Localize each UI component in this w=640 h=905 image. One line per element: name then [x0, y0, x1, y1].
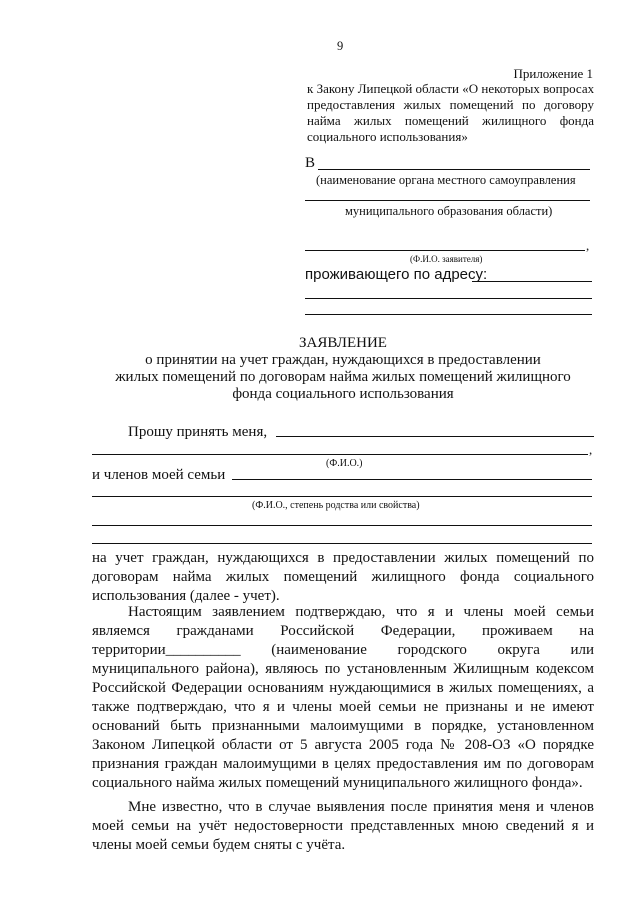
address-line-1	[472, 281, 592, 282]
family-label: и членов моей семьи	[92, 467, 226, 483]
to-prefix: В	[305, 155, 316, 171]
address-line-2	[305, 298, 592, 299]
annex-title: Приложение 1	[513, 66, 593, 81]
document-subtitle: жилых помещений по договорам найма жилых помещений жилищного	[115, 369, 571, 385]
applicant-name-line	[305, 250, 585, 251]
body-line: Мне известно, что в случае выявления после принятия меня и членов	[128, 799, 594, 815]
comma: ,	[589, 442, 593, 457]
body-line: являемся гражданами Российской Федерации, проживаем на	[92, 623, 594, 639]
family-line-2	[92, 496, 592, 497]
body-line: члены моей семьи будем сняты с учёта.	[92, 837, 346, 853]
document-subtitle: фонда социального использования	[232, 386, 454, 402]
org-caption: (наименование органа местного самоуправления	[316, 173, 576, 187]
fio-caption: (Ф.И.О.)	[326, 458, 363, 469]
page-number: 9	[337, 39, 344, 53]
document-title: ЗАЯВЛЕНИЕ	[299, 335, 387, 351]
body-line: Настоящим заявлением подтверждаю, что я и члены моей семьи	[128, 604, 594, 620]
body-line: признания граждан малоимущими в целях предоставления им по договорам	[92, 756, 594, 772]
request-label: Прошу принять меня,	[128, 424, 268, 440]
family-line-1	[232, 479, 592, 480]
municipality-caption: муниципального образования области)	[345, 204, 553, 218]
body-line: моей семьи на учёт недостоверности представленных мною сведений я и	[92, 818, 594, 834]
body-line: договорам найма жилых помещений жилищного фонда социального	[92, 569, 594, 585]
annex-line: к Закону Липецкой области «О некоторых вопросах	[307, 81, 595, 96]
body-line: использования (далее - учет).	[92, 588, 280, 604]
body-line: на учет граждан, нуждающихся в предоставлении жилых помещений по	[92, 550, 594, 566]
family-caption: (Ф.И.О., степень родства или свойства)	[252, 500, 420, 511]
body-line: муниципального района), являюсь по установленным Жилищным кодексом	[92, 661, 594, 677]
annex-line: найма жилых помещений жилищного фонда	[307, 113, 594, 128]
annex-line: предоставления жилых помещений по договору	[307, 97, 594, 112]
organ-name-line	[318, 169, 590, 170]
applicant-fio-line	[276, 436, 594, 437]
address-line-3	[305, 314, 592, 315]
applicant-fio-line-2	[92, 454, 588, 455]
applicant-caption: (Ф.И.О. заявителя)	[410, 254, 483, 264]
body-line: Законом Липецкой области от 5 августа 2005 года № 208-ОЗ «О порядке	[92, 737, 594, 753]
body-line: социального найма жилых помещений муниципального жилищного фонда».	[92, 775, 583, 791]
residing-label: проживающего по адресу:	[305, 266, 488, 283]
body-line: Российской Федерации основаниям нуждающимися в жилых помещениях, а	[92, 680, 594, 696]
comma: ,	[586, 238, 590, 253]
organ-name-line-2	[305, 200, 590, 201]
family-line-4	[92, 543, 592, 544]
body-line: оснований быть признанными малоимущими в порядке, установленном	[92, 718, 594, 734]
body-line: также подтверждаю, что я и члены моей семьи не признаны и не имеют	[92, 699, 594, 715]
body-line: территории__________ (наименование городского округа или	[92, 642, 594, 658]
document-subtitle: о принятии на учет граждан, нуждающихся в предоставлении	[145, 352, 541, 368]
family-line-3	[92, 525, 592, 526]
annex-line: социального использования»	[307, 129, 468, 144]
